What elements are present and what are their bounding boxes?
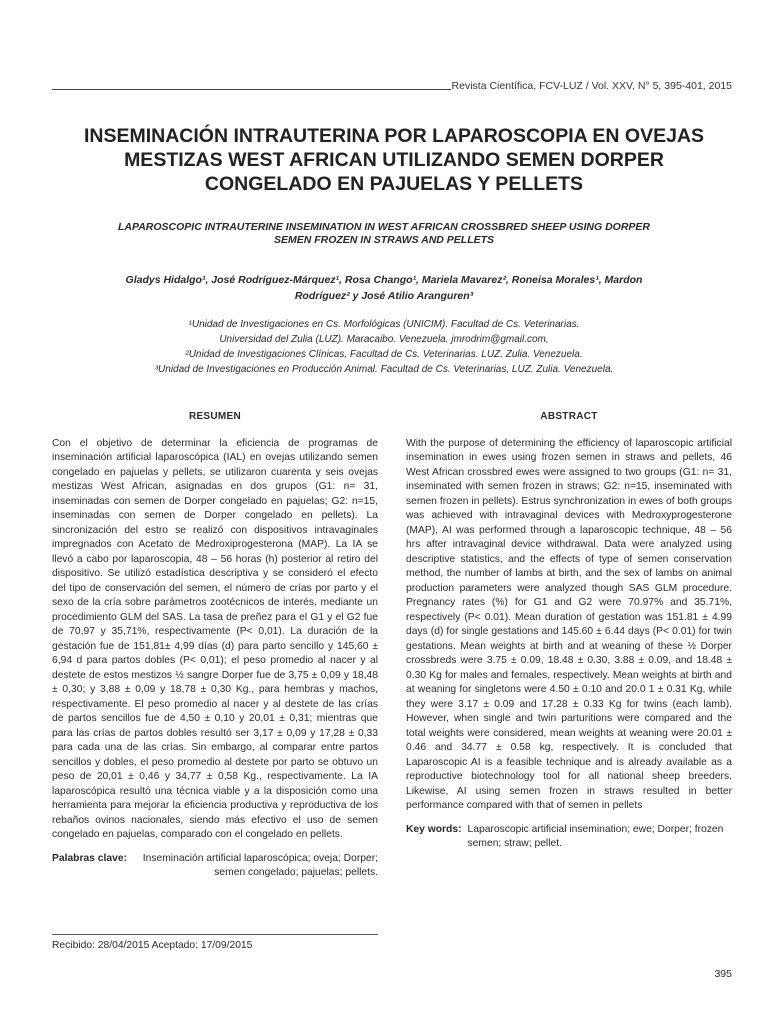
resumen-body: Con el objetivo de determinar la eficiencia de programas de inseminación artificial laparoscópica (IAL) en ovejas utilizando semen congelado en pajuelas y pellets, se utilizaron cuarenta y seis ovejas mestizas West African, asignadas en dos grupos (G1: n= 31, inseminadas con semen de Dorper congelado en pajuelas; G2: n=15, inseminadas con semen de Dorper congelado en pellets). La sincronización del estro se realizó con dispositivos intravaginales impregnados con Acetato de Medroxiprogesterona (MAP). La IA se llevó a cabo por laparoscopia, 48 – 56 horas (h) posterior al retiro del dispositivo. Se utilizó estadística descriptiva y se consideró el efecto del tipo de conservación del semen, el número de crías por parto y el sexo de la cría sobre parámetros zootécnicos de interés, mediante un procedimiento GLM del SAS. La tasa de preñez para el G1 y el G2 fue de 70,97 y 35,71%, respectivamente (P< 0,01). La duración de la gestación fue de 151,81± 4,99 días (d) para parto sencillo y 145,60 ± 6,94 d para partos dobles (P< 0,01); el peso promedio al nacer y al destete de estos mestizos ½ sangre Dorper fue de 3,75 ± 0,09 y 18,48 ± 0,30; y 3,88 ± 0,09 y 18,78 ± 0,30 Kg., para hembras y machos, respectivamente. El peso promedio al nacer y al destete de las crías de partos sencillos fue de 4,50 ± 0,10 y 20,01 ± 0,31; mientras que para las crías de partos dobles resultó ser 3,17 ± 0,09 y 17,28 ± 0,33 para cada una de las crías. Sin embargo, al comparar entre partos sencillos y dobles, el peso promedio al destete por parto se obtuvo un peso de 20,01 ± 0,46 y 34,77 ± 0,58 Kg., respectivamente. La IA laparoscópica resultó una técnica viable y a la disposición como una herramienta para mejorar la eficiencia productiva y reproductiva de los rebaños ovinos nacionales, siendo más efectivo el uso de semen congelado en pajuelas, comparado con el congelado en pellets. bbox=[52, 437, 378, 840]
keywords-label: Palabras clave: bbox=[52, 852, 127, 864]
paper-subtitle-english: LAPAROSCOPIC INTRAUTERINE INSEMINATION IN WEST AFRICAN CROSSBRED SHEEP USING DORPER SEMEN FROZEN IN STRAWS AND PELLETS bbox=[117, 221, 651, 246]
resumen-column bbox=[52, 410, 378, 881]
paper-title: INSEMINACIÓN INTRAUTERINA POR LAPAROSCOPIA EN OVEJAS MESTIZAS WEST AFRICAN UTILIZANDO SEMEN DORPER CONGELADO EN PAJUELAS Y PELLETS bbox=[83, 125, 705, 195]
header-rule bbox=[52, 89, 451, 90]
journal-citation: Revista Científica, FCV-LUZ / Vol. XXV, N° 5, 395-401, 2015 bbox=[451, 80, 732, 92]
footnote-rule bbox=[52, 934, 378, 935]
affiliation-line: Universidad del Zulia (LUZ). Maracaibo. Venezuela. jmrodrim@gmail.com, bbox=[219, 334, 549, 345]
page-number: 395 bbox=[714, 968, 732, 980]
abstract-column bbox=[406, 410, 732, 852]
key-words bbox=[406, 823, 732, 852]
author-list: Gladys Hidalgo¹, José Rodríguez-Márquez¹, Rosa Chango¹, Mariela Mavarez², Roneisa Morales¹, Mardon Rodríguez² y José Atilio Aranguren³ bbox=[125, 274, 643, 302]
affiliations bbox=[100, 317, 668, 377]
affiliation-line: ³Unidad de Investigaciones en Producción Animal. Facultad de Cs. Veterinarias, LUZ. Zulia. Venezuela. bbox=[154, 364, 614, 375]
affiliation-line: ¹Unidad de Investigaciones en Cs. Morfológicas (UNICIM). Facultad de Cs. Veterinarias. bbox=[188, 319, 580, 330]
keywords-value: Laparoscopic artificial insemination; ewe; Dorper; frozen semen; straw; pellet. bbox=[467, 823, 724, 849]
received-accepted-dates: Recibido: 28/04/2015 Aceptado: 17/09/2015 bbox=[52, 940, 253, 951]
resumen-heading: RESUMEN bbox=[188, 411, 242, 422]
journal-header bbox=[52, 80, 732, 92]
abstract-body: With the purpose of determining the efficiency of laparoscopic artificial insemination in ewes using frozen semen in straws and pellets, 46 West African crossbred ewes were assigned to two groups (G1: n= 31, inseminated with semen frozen in straws; G2: n=15, inseminated with semen frozen in pellets). Estrus synchronization in ewes of both groups was achieved with intravaginal devices with Medroxyprogesterone (MAP), AI was performed through a laparoscopic technique, 48 – 56 hrs after intravaginal device withdrawal. Data were analyzed using descriptive statistics, and the effects of type of semen conservation method, the number of lambs at birth, and the sex of lambs on animal production parameters were analyzed though SAS GLM procedure. Pregnancy rates (%) for G1 and G2 were 70.97% and 35.71%, respectively (P< 0.01). Mean duration of gestation was 151.81 ± 4.99 days (d) for single gestations and 145.60 ± 6.44 days (P< 0.01) for twin gestations. Mean weights at birth and at weaning of these ½ Dorper crossbreds were 3.75 ± 0.09, 18.48 ± 0.30, 3.88 ± 0.09, and 18.48 ± 0.30 Kg for males and females, respectively. Mean weights at birth and at weaning for singletons were 4.50 ± 0.10 and 20.0 1 ± 0.31 Kg, while they were 3.17 ± 0.09 and 17.28 ± 0.33 Kg for twins (each lamb). However, when single and twin parturitions were compared and the total weights were considered, mean weights at weaning were 20.01 ± 0.46 and 34.77 ± 0.58 kg, respectively. It is concluded that Laparoscopic AI is a feasible technique and is already available as a reproductive biotechnology tool for all national sheep breeders. Likewise, AI using semen frozen in straws resulted in better performance compared with that of semen in pellets bbox=[406, 437, 732, 811]
abstract-heading: ABSTRACT bbox=[540, 411, 598, 422]
affiliation-line: ²Unidad de Investigaciones Clínicas, Facultad de Cs. Veterinarias. LUZ. Zulia. Venezuela. bbox=[185, 349, 583, 360]
keywords-value: Inseminación artificial laparoscópica; oveja; Dorper; semen congelado; pajuelas; pellets. bbox=[142, 852, 378, 878]
palabras-clave bbox=[52, 852, 378, 881]
keywords-label: Key words: bbox=[406, 823, 462, 835]
